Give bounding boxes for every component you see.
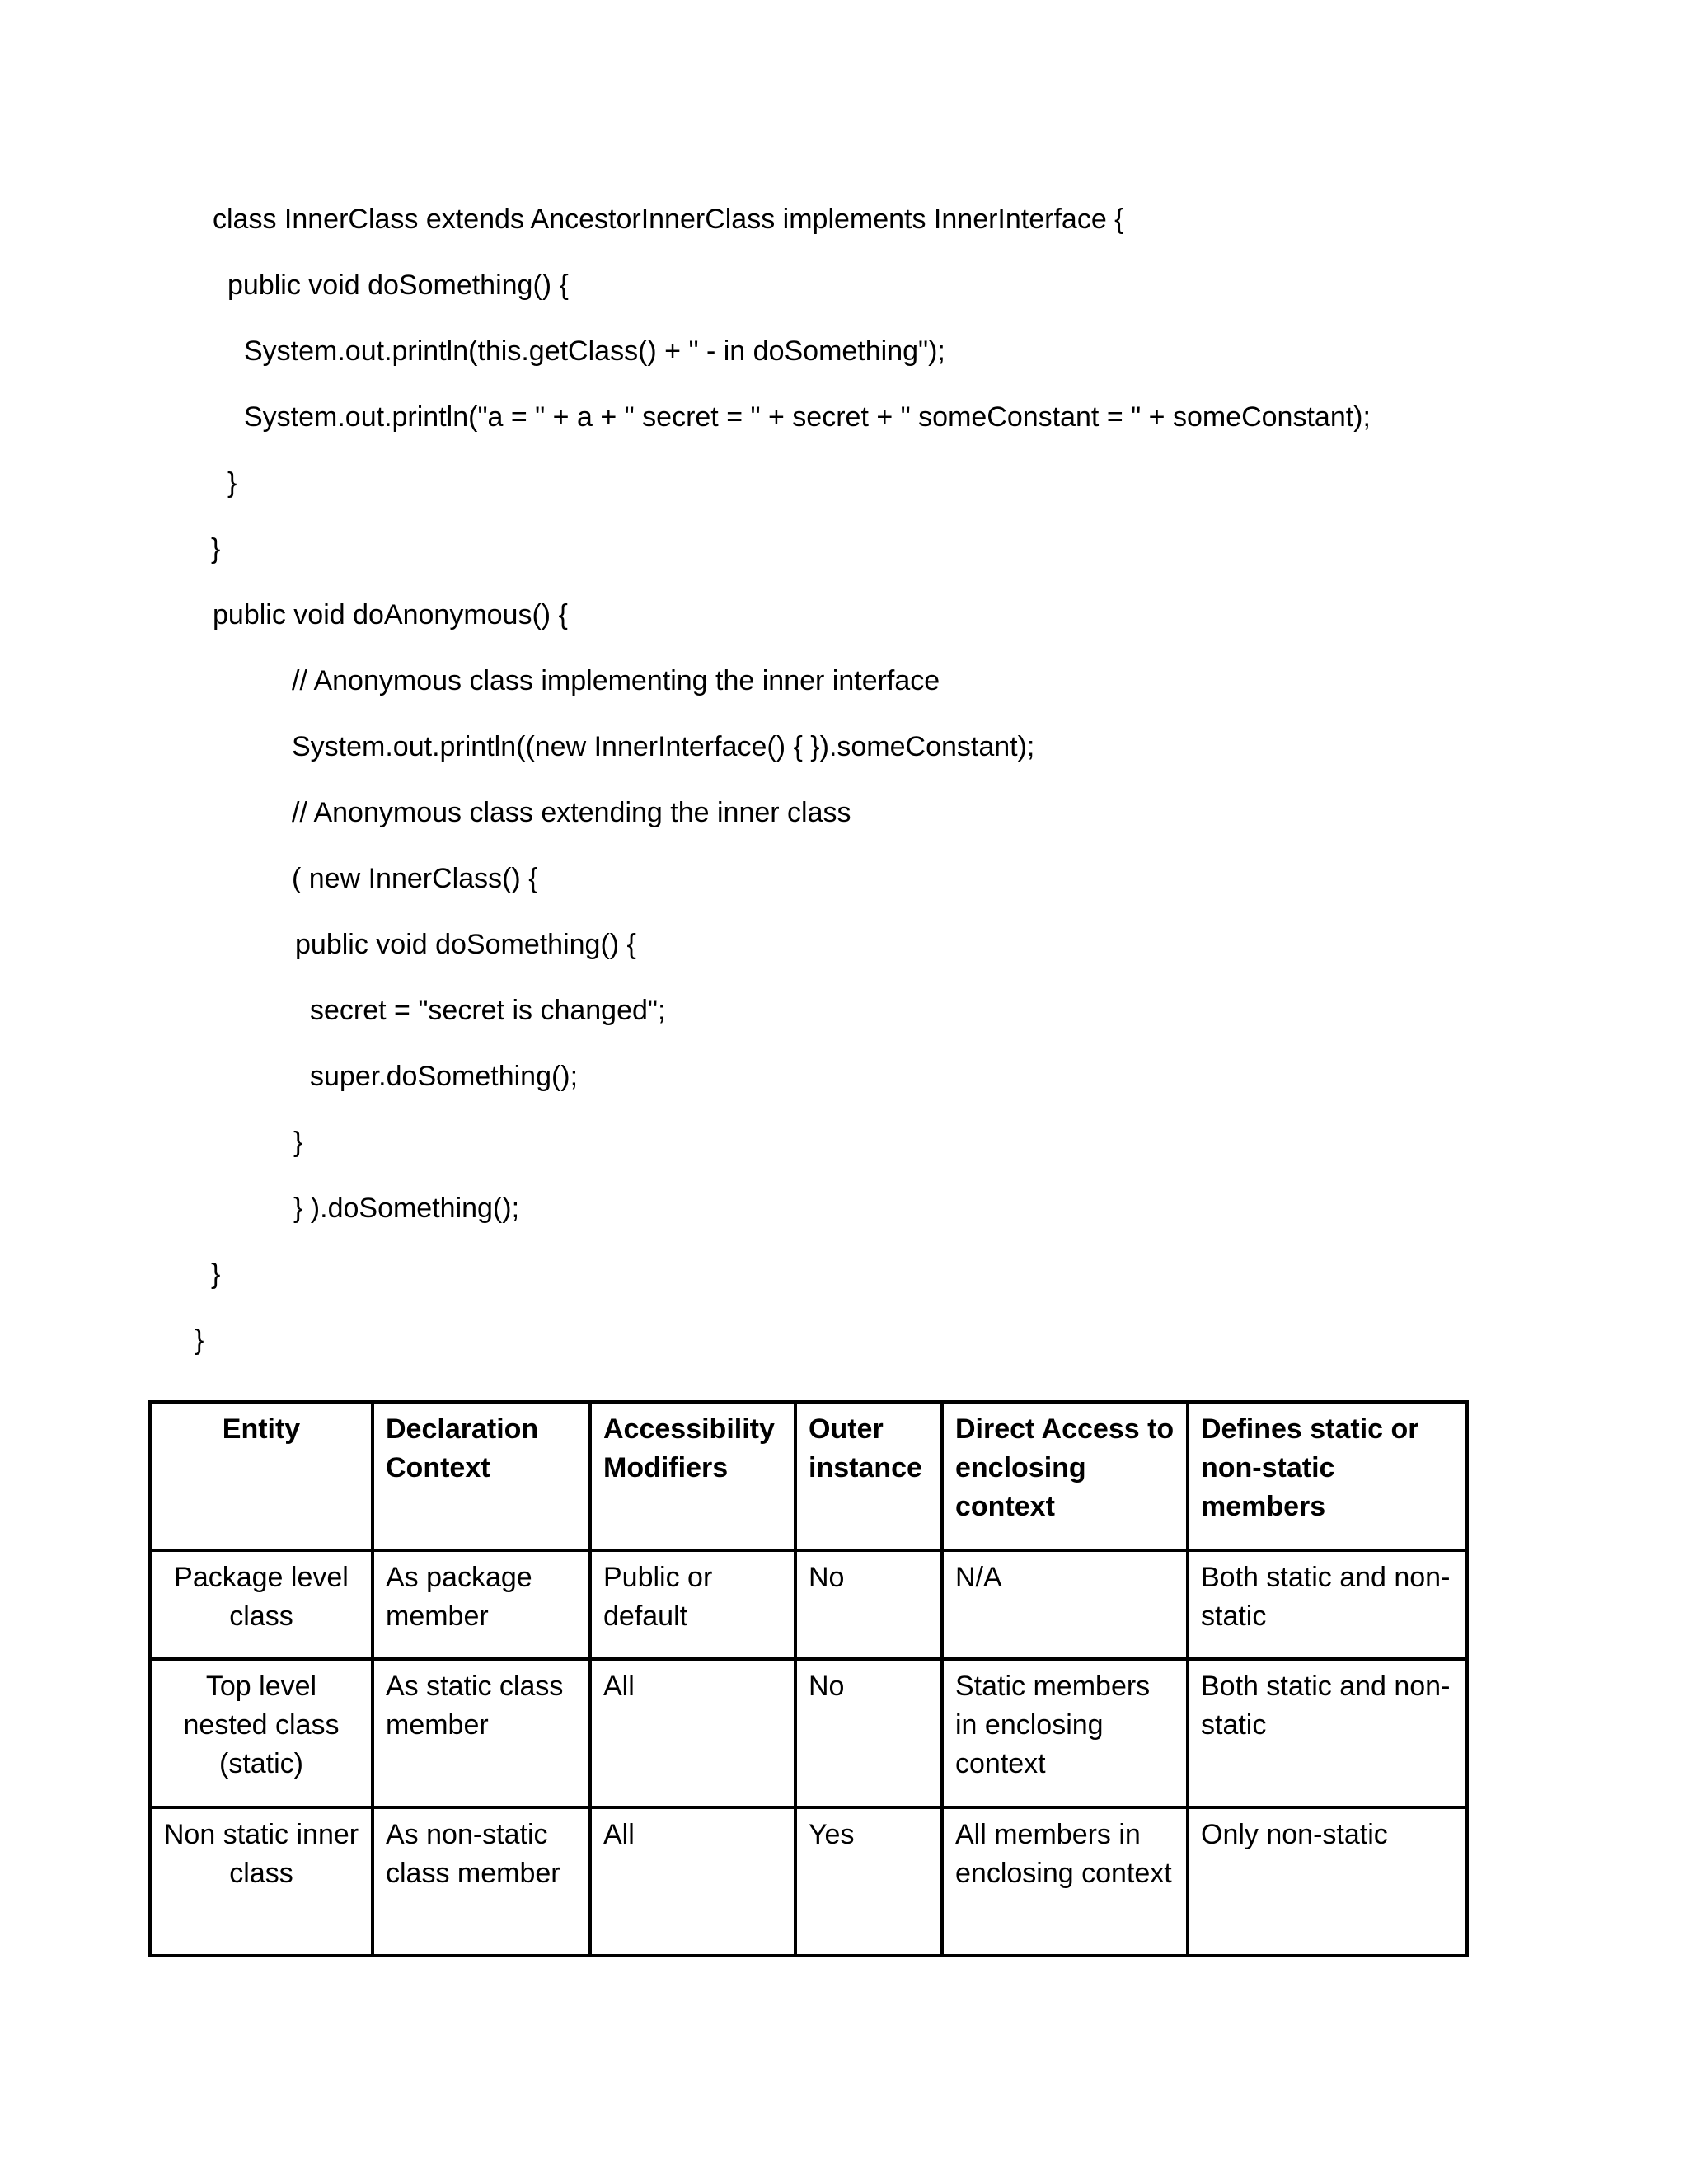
table-cell: As static class member bbox=[373, 1659, 590, 1807]
code-line: } bbox=[211, 1258, 221, 1290]
table-cell: Non static inner class bbox=[150, 1807, 373, 1956]
header-accessibility-modifiers: Accessibility Modifiers bbox=[590, 1402, 795, 1550]
code-line: System.out.println((new InnerInterface() { }).someConstant); bbox=[292, 731, 1035, 762]
code-line: } ).doSomething(); bbox=[293, 1193, 520, 1224]
code-line: } bbox=[293, 1127, 303, 1158]
table-cell: As non-static class member bbox=[373, 1807, 590, 1956]
table-cell: All members in enclosing context bbox=[942, 1807, 1188, 1956]
table-cell: All bbox=[590, 1659, 795, 1807]
table-cell: No bbox=[795, 1550, 942, 1659]
code-line: } bbox=[211, 533, 221, 565]
table-cell: No bbox=[795, 1659, 942, 1807]
table-cell: Public or default bbox=[590, 1550, 795, 1659]
code-line: } bbox=[195, 1324, 204, 1356]
table-cell: Yes bbox=[795, 1807, 942, 1956]
table-row bbox=[150, 1550, 1467, 1659]
table-cell: Top level nested class (static) bbox=[150, 1659, 373, 1807]
header-outer-instance: Outer instance bbox=[795, 1402, 942, 1550]
table-cell: All bbox=[590, 1807, 795, 1956]
code-line: System.out.println("a = " + a + " secret = " + secret + " someConstant = " + someConstant); bbox=[244, 401, 1371, 433]
table-cell: Static members in enclosing context bbox=[942, 1659, 1188, 1807]
code-line: ( new InnerClass() { bbox=[292, 863, 538, 894]
header-defines-members: Defines static or non-static members bbox=[1188, 1402, 1467, 1550]
header-declaration-context: Declaration Context bbox=[373, 1402, 590, 1550]
table-cell: Both static and non-static bbox=[1188, 1550, 1467, 1659]
code-line: // Anonymous class implementing the inner interface bbox=[292, 665, 940, 696]
table-cell: Both static and non-static bbox=[1188, 1659, 1467, 1807]
table-cell: Only non-static bbox=[1188, 1807, 1467, 1956]
nested-class-comparison-table bbox=[148, 1400, 1469, 1957]
header-entity: Entity bbox=[150, 1402, 373, 1550]
code-line: // Anonymous class extending the inner class bbox=[292, 797, 851, 828]
code-line: } bbox=[227, 467, 237, 499]
table-cell: Package level class bbox=[150, 1550, 373, 1659]
table-cell: N/A bbox=[942, 1550, 1188, 1659]
code-line: super.doSomething(); bbox=[310, 1061, 579, 1092]
header-direct-access: Direct Access to enclosing context bbox=[942, 1402, 1188, 1550]
code-line: class InnerClass extends AncestorInnerClass implements InnerInterface { bbox=[213, 204, 1124, 235]
code-line: public void doSomething() { bbox=[295, 929, 636, 960]
code-line: public void doSomething() { bbox=[227, 269, 569, 301]
table-row bbox=[150, 1807, 1467, 1956]
table-row bbox=[150, 1659, 1467, 1807]
code-line: System.out.println(this.getClass() + " - in doSomething"); bbox=[244, 335, 945, 367]
code-line: secret = "secret is changed"; bbox=[310, 995, 666, 1026]
table-header-row bbox=[150, 1402, 1467, 1550]
table-cell: As package member bbox=[373, 1550, 590, 1659]
code-line: public void doAnonymous() { bbox=[213, 599, 568, 630]
